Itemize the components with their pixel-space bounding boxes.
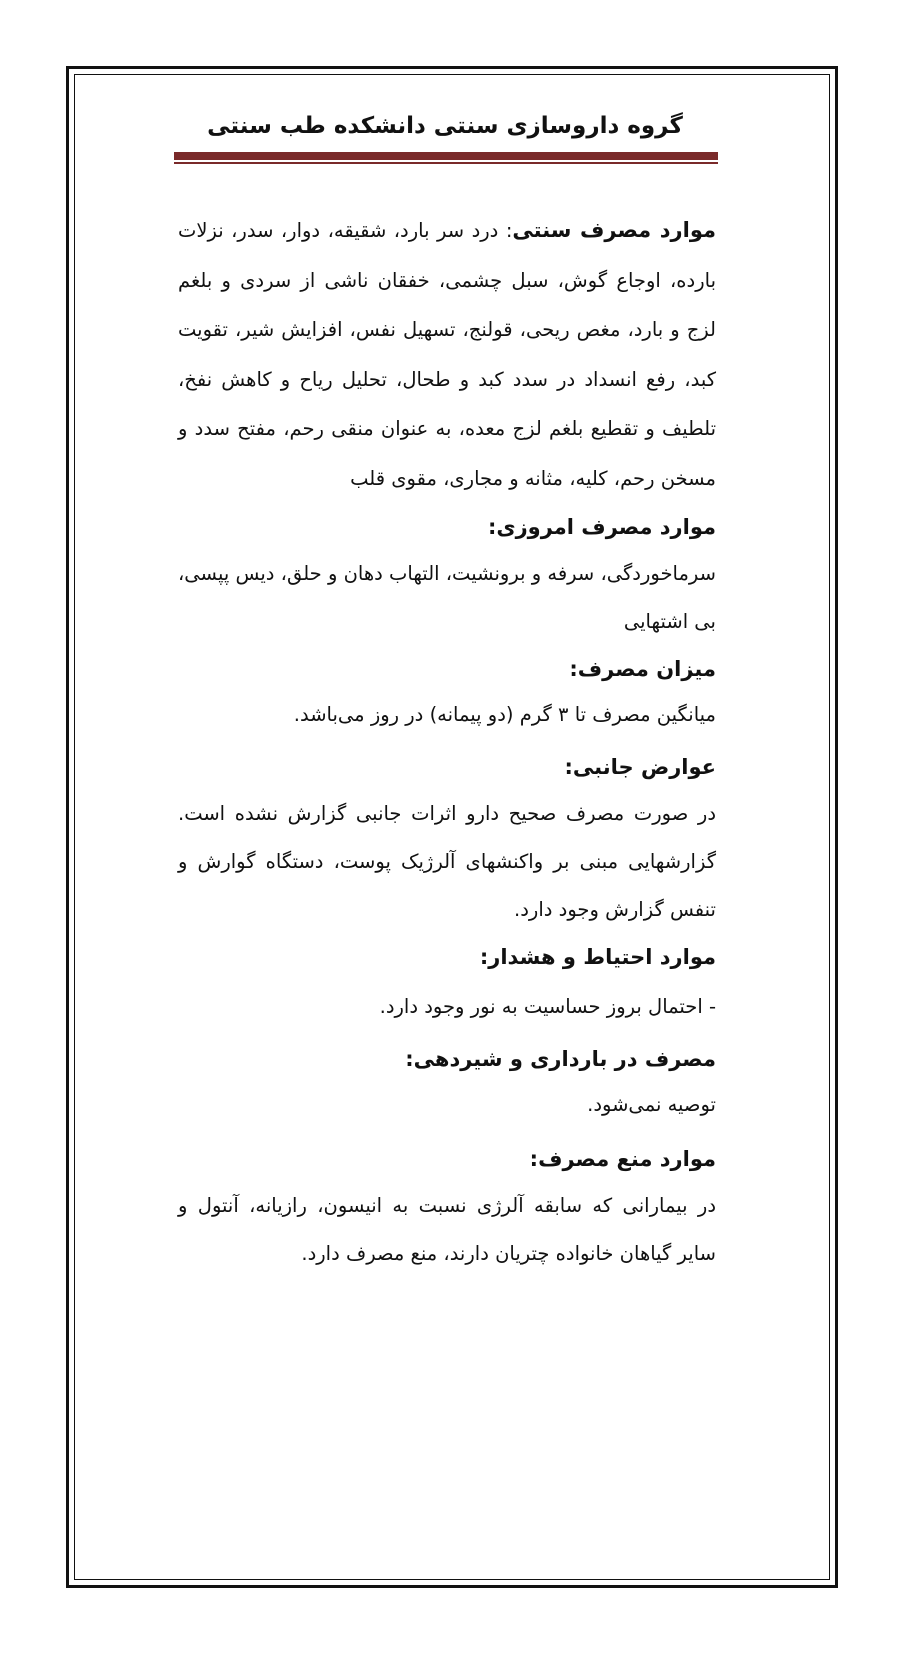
pregnancy-heading: مصرف در بارداری و شیردهی: <box>405 1046 716 1071</box>
contraindications-text: در بیمارانی که سابقه آلرژی نسبت به انیسون، رازیانه، آنتول و سایر گیاهان خانواده چتریان دارند، منع مصرف دارد. <box>178 1193 716 1265</box>
contraindications-heading: موارد منع مصرف: <box>529 1146 716 1171</box>
side-effects-text: در صورت مصرف صحیح دارو اثرات جانبی گزارش نشده است. گزارشهایی مبنی بر واکنشهای آلرژیک پوست، دستگاه گوارش و تنفس گزارش وجود دارد. <box>178 801 716 921</box>
precautions-text: - احتمال بروز حساسیت به نور وجود دارد. <box>379 994 716 1018</box>
header-rule <box>174 152 718 160</box>
pregnancy-text: توصیه نمی‌شود. <box>587 1092 716 1116</box>
modern-uses-heading: موارد مصرف امروزی: <box>487 514 716 539</box>
page-header-title: گروه داروسازی سنتی دانشکده طب سنتی <box>207 113 683 139</box>
side-effects-heading: عوارض جانبی: <box>564 754 716 779</box>
traditional-uses-paragraph <box>178 206 716 504</box>
dosage-text: میانگین مصرف تا ۳ گرم (دو پیمانه) در روز می‌باشد. <box>293 702 716 726</box>
modern-uses-text: سرماخوردگی، سرفه و برونشیت، التهاب دهان و حلق، دیس پپسی، بی اشتهایی <box>178 561 716 633</box>
precautions-heading: موارد احتیاط و هشدار: <box>479 944 716 969</box>
traditional-uses-label: موارد مصرف سنتی <box>512 218 716 242</box>
traditional-uses-text: : درد سر بارد، شقیقه، دوار، سدر، نزلات بارده، اوجاع گوش، سبل چشمی، خفقان ناشی از سردی و بلغم لزج و بارد، مغص ریحی، قولنج، تسهیل نفس، افزایش شیر، تقویت کبد، رفع انسداد در سدد کبد و طحال، تحلیل ریاح و کاهش نفخ، تلطیف و تقطیع بلغم لزج معده، به عنوان منقی رحم، مفتح سدد و مسخن رحم، کلیه، مثانه و مجاری، مقوی قلب <box>178 219 716 490</box>
dosage-heading: میزان مصرف: <box>569 656 716 681</box>
document-body <box>178 206 716 1278</box>
header-rule-thin <box>174 162 718 164</box>
